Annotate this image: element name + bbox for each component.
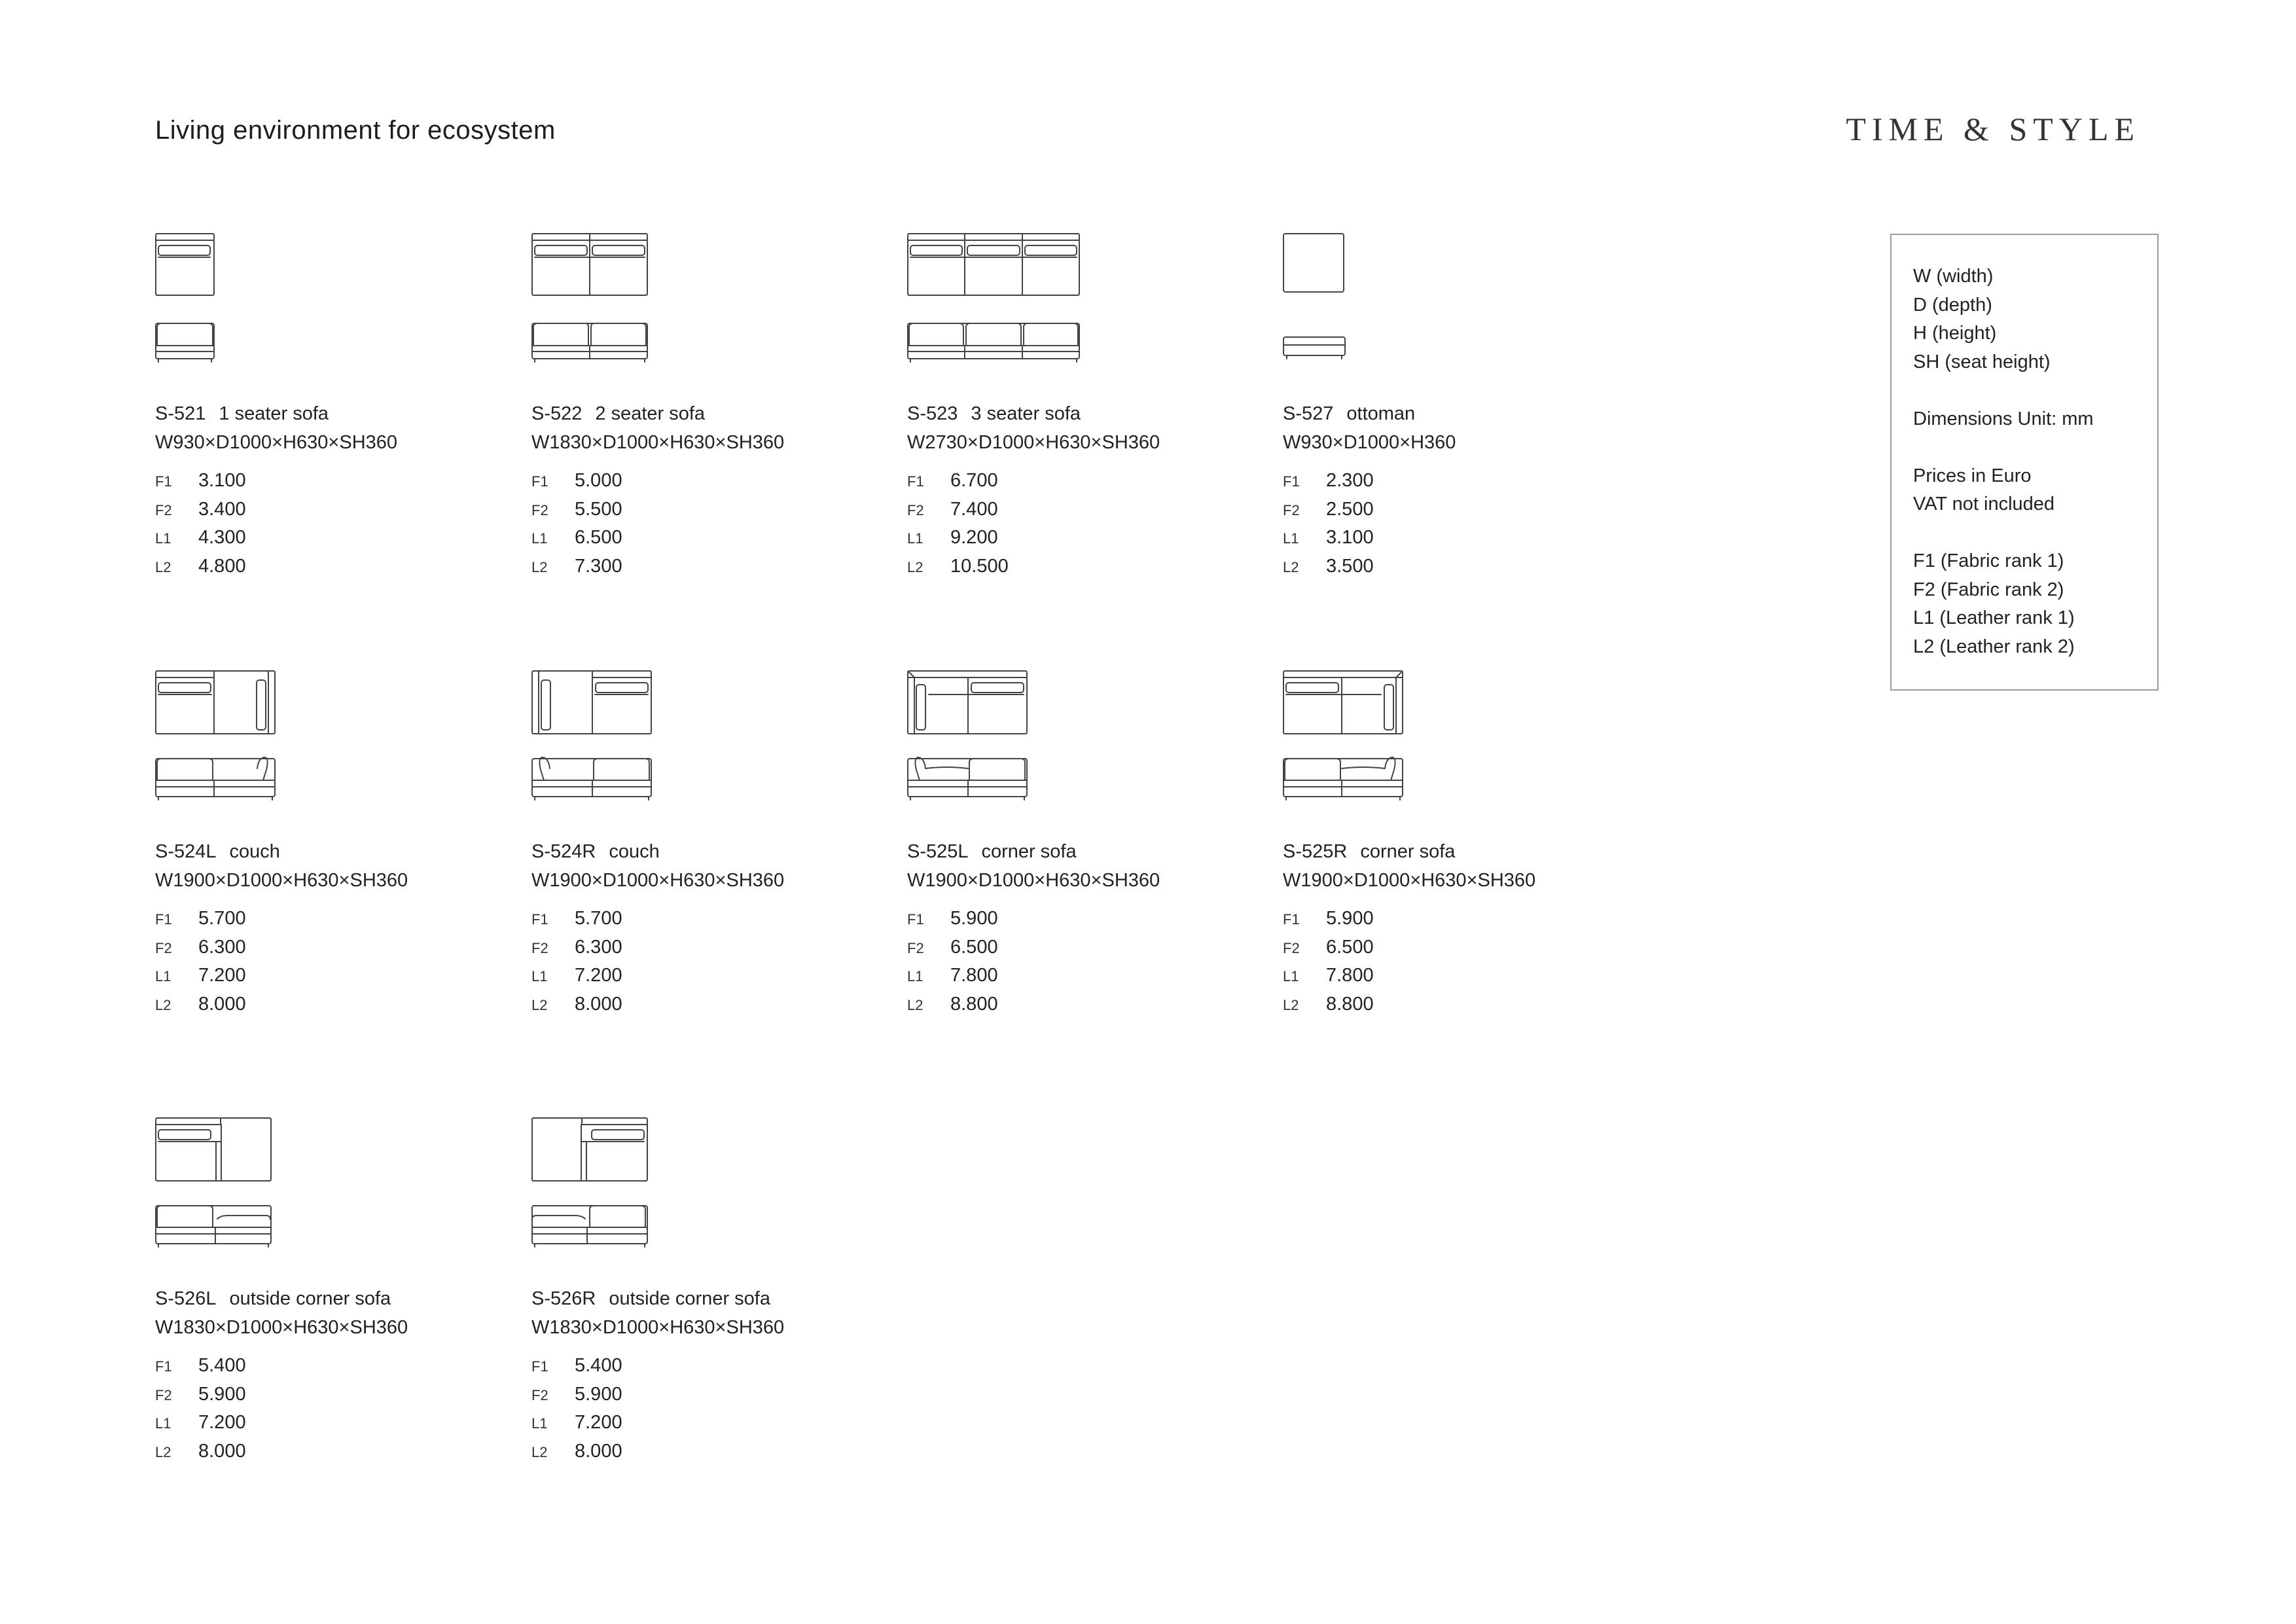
legend-spacer — [1913, 519, 2157, 548]
rank-label: L2 — [155, 1443, 171, 1460]
rank-label: F2 — [1283, 501, 1300, 518]
product-drawing — [531, 1117, 898, 1284]
price-value: 8.800 — [950, 993, 998, 1015]
product-drawing — [155, 1117, 522, 1284]
rank-label: L2 — [155, 996, 171, 1013]
price-row — [1283, 499, 1649, 528]
price-value: 5.000 — [575, 470, 622, 491]
price-value: 8.000 — [575, 1440, 622, 1462]
legend-line: L2 (Leather rank 2) — [1913, 636, 2075, 657]
price-row — [155, 937, 522, 965]
price-value: 5.700 — [198, 908, 246, 929]
price-value: 5.900 — [1326, 908, 1374, 929]
product-code: S-525R — [1283, 841, 1348, 862]
product-drawing — [155, 670, 522, 837]
price-row — [1283, 556, 1649, 585]
rank-label: F2 — [155, 939, 172, 956]
price-value: 5.400 — [575, 1355, 622, 1376]
price-list — [907, 470, 1274, 584]
product-name: couch — [609, 841, 660, 862]
rank-label: L1 — [155, 530, 171, 547]
product-dimensions: W930×D1000×H360 — [1283, 432, 1456, 453]
price-row — [531, 527, 898, 556]
product-drawing — [155, 232, 522, 399]
product-s522 — [531, 232, 898, 584]
price-value: 7.200 — [575, 965, 622, 986]
3-seater-sofa-drawing — [907, 232, 1090, 363]
price-value: 4.300 — [198, 527, 246, 548]
price-row — [531, 937, 898, 965]
product-code: S-527 — [1283, 403, 1334, 424]
price-row — [907, 965, 1274, 994]
price-row — [1283, 908, 1649, 937]
legend-line: L1 (Leather rank 1) — [1913, 607, 2075, 628]
price-value: 4.800 — [198, 555, 246, 577]
corner-sofa-right-drawing — [1283, 670, 1414, 801]
rank-label: F1 — [531, 1358, 548, 1375]
price-row — [155, 499, 522, 528]
rank-label: L1 — [907, 968, 924, 984]
rank-label: L2 — [907, 558, 924, 575]
price-value: 8.000 — [198, 1440, 246, 1462]
rank-label: L2 — [1283, 996, 1299, 1013]
legend-line: F2 (Fabric rank 2) — [1913, 579, 2064, 600]
price-row — [907, 527, 1274, 556]
page-title: Living environment for ecosystem — [155, 116, 556, 145]
1-seater-sofa-drawing — [155, 232, 221, 363]
ottoman-drawing — [1283, 232, 1348, 363]
legend-box — [1890, 234, 2159, 691]
product-name: corner sofa — [1360, 841, 1456, 862]
legend-line: F1 (Fabric rank 1) — [1913, 550, 2064, 571]
rank-label: F1 — [907, 911, 924, 928]
2-seater-sofa-drawing — [531, 232, 656, 363]
rank-label: F2 — [531, 1386, 548, 1403]
price-row — [1283, 470, 1649, 499]
product-dimensions: W1900×D1000×H630×SH360 — [907, 870, 1160, 891]
product-dimensions: W930×D1000×H630×SH360 — [155, 432, 398, 453]
price-row — [531, 965, 898, 994]
price-value: 6.500 — [1326, 936, 1374, 958]
price-list — [531, 908, 898, 1022]
price-value: 7.400 — [950, 498, 998, 520]
rank-label: L1 — [1283, 968, 1299, 984]
price-row — [155, 965, 522, 994]
rank-label: F2 — [155, 501, 172, 518]
price-row — [1283, 994, 1649, 1022]
price-value: 7.800 — [950, 965, 998, 986]
legend-line: Dimensions Unit: mm — [1913, 408, 2094, 429]
price-value: 3.500 — [1326, 555, 1374, 577]
product-name: ottoman — [1346, 403, 1416, 424]
price-value: 9.200 — [950, 527, 998, 548]
product-name: outside corner sofa — [229, 1288, 391, 1309]
price-row — [907, 994, 1274, 1022]
price-row — [907, 499, 1274, 528]
price-value: 5.500 — [575, 498, 622, 520]
product-dimensions: W1900×D1000×H630×SH360 — [531, 870, 785, 891]
price-row — [155, 994, 522, 1022]
price-list — [155, 908, 522, 1022]
rank-label: L1 — [155, 968, 171, 984]
legend-spacer — [1913, 433, 2157, 462]
price-value: 5.700 — [575, 908, 622, 929]
product-drawing — [531, 232, 898, 399]
price-value: 2.500 — [1326, 498, 1374, 520]
rank-label: F2 — [1283, 939, 1300, 956]
price-row — [155, 470, 522, 499]
product-name: corner sofa — [981, 841, 1077, 862]
price-value: 3.100 — [1326, 527, 1374, 548]
price-row — [531, 1412, 898, 1441]
price-list — [1283, 470, 1649, 584]
product-code: S-522 — [531, 403, 583, 424]
product-s526l — [155, 1117, 522, 1469]
rank-label: L2 — [531, 996, 548, 1013]
price-row — [155, 1355, 522, 1384]
price-row — [531, 499, 898, 528]
product-code: S-521 — [155, 403, 206, 424]
rank-label: F1 — [1283, 473, 1300, 490]
price-value: 7.800 — [1326, 965, 1374, 986]
rank-label: F1 — [907, 473, 924, 490]
product-dimensions: W1830×D1000×H630×SH360 — [155, 1317, 408, 1338]
legend-line: SH (seat height) — [1913, 351, 2051, 372]
price-list — [531, 1355, 898, 1469]
price-value: 6.300 — [575, 936, 622, 958]
product-code: S-524L — [155, 841, 217, 862]
product-drawing — [531, 670, 898, 837]
rank-label: L2 — [531, 558, 548, 575]
price-value: 8.800 — [1326, 993, 1374, 1015]
legend-line: VAT not included — [1913, 494, 2055, 514]
corner-sofa-left-drawing — [907, 670, 1038, 801]
brand-logo: TIME & STYLE — [1846, 111, 2140, 147]
rank-label: L1 — [1283, 530, 1299, 547]
product-s525r — [1283, 670, 1649, 1022]
price-value: 5.900 — [575, 1383, 622, 1405]
product-s526r — [531, 1117, 898, 1469]
rank-label: F2 — [907, 939, 924, 956]
price-value: 7.300 — [575, 555, 622, 577]
product-name: 3 seater sofa — [971, 403, 1081, 424]
product-s521 — [155, 232, 522, 584]
rank-label: L2 — [155, 558, 171, 575]
product-dimensions: W1900×D1000×H630×SH360 — [155, 870, 408, 891]
product-s527 — [1283, 232, 1649, 584]
price-row — [907, 937, 1274, 965]
rank-label: L2 — [1283, 558, 1299, 575]
product-dimensions: W1830×D1000×H630×SH360 — [531, 1317, 785, 1338]
price-row — [907, 556, 1274, 585]
product-s523 — [907, 232, 1274, 584]
price-value: 7.200 — [198, 1412, 246, 1433]
legend-line: H (height) — [1913, 323, 1997, 344]
product-s525l — [907, 670, 1274, 1022]
rank-label: F1 — [531, 911, 548, 928]
price-row — [531, 908, 898, 937]
price-value: 5.900 — [198, 1383, 246, 1405]
product-drawing — [907, 670, 1274, 837]
price-row — [155, 527, 522, 556]
rank-label: F1 — [155, 911, 172, 928]
price-row — [531, 556, 898, 585]
price-value: 6.700 — [950, 470, 998, 491]
rank-label: F1 — [155, 473, 172, 490]
price-row — [907, 470, 1274, 499]
price-row — [907, 908, 1274, 937]
price-row — [1283, 527, 1649, 556]
product-s524r — [531, 670, 898, 1022]
rank-label: L1 — [907, 530, 924, 547]
legend-line: W (width) — [1913, 266, 1994, 287]
price-value: 3.100 — [198, 470, 246, 491]
price-row — [155, 908, 522, 937]
price-list — [155, 1355, 522, 1469]
price-row — [531, 1355, 898, 1384]
price-value: 7.200 — [198, 965, 246, 986]
outside-corner-sofa-right-drawing — [531, 1117, 656, 1248]
product-dimensions: W2730×D1000×H630×SH360 — [907, 432, 1160, 453]
price-value: 5.900 — [950, 908, 998, 929]
price-value: 2.300 — [1326, 470, 1374, 491]
rank-label: F1 — [155, 1358, 172, 1375]
price-value: 8.000 — [575, 993, 622, 1015]
price-row — [531, 470, 898, 499]
product-code: S-523 — [907, 403, 958, 424]
product-code: S-525L — [907, 841, 969, 862]
product-drawing — [907, 232, 1274, 399]
price-row — [531, 1441, 898, 1470]
price-row — [155, 1384, 522, 1413]
rank-label: F1 — [1283, 911, 1300, 928]
rank-label: L1 — [531, 1415, 548, 1432]
price-value: 8.000 — [198, 993, 246, 1015]
product-s524l — [155, 670, 522, 1022]
product-dimensions: W1900×D1000×H630×SH360 — [1283, 870, 1536, 891]
product-name: outside corner sofa — [609, 1288, 770, 1309]
price-value: 6.300 — [198, 936, 246, 958]
rank-label: L2 — [907, 996, 924, 1013]
product-code: S-526R — [531, 1288, 596, 1309]
legend-spacer — [1913, 376, 2157, 405]
product-name: 1 seater sofa — [219, 403, 329, 424]
price-row — [155, 1412, 522, 1441]
rank-label: L1 — [155, 1415, 171, 1432]
price-value: 7.200 — [575, 1412, 622, 1433]
rank-label: F2 — [907, 501, 924, 518]
rank-label: F2 — [531, 939, 548, 956]
couch-right-drawing — [531, 670, 662, 801]
price-row — [155, 1441, 522, 1470]
product-name: 2 seater sofa — [595, 403, 706, 424]
rank-label: L1 — [531, 530, 548, 547]
product-code: S-526L — [155, 1288, 217, 1309]
price-list — [155, 470, 522, 584]
product-dimensions: W1830×D1000×H630×SH360 — [531, 432, 785, 453]
product-drawing — [1283, 232, 1649, 399]
couch-left-drawing — [155, 670, 286, 801]
rank-label: L2 — [531, 1443, 548, 1460]
price-row — [1283, 937, 1649, 965]
price-row — [155, 556, 522, 585]
price-list — [531, 470, 898, 584]
outside-corner-sofa-left-drawing — [155, 1117, 279, 1248]
price-list — [1283, 908, 1649, 1022]
product-drawing — [1283, 670, 1649, 837]
price-value: 3.400 — [198, 498, 246, 520]
legend-line: Prices in Euro — [1913, 465, 2032, 486]
price-list — [907, 908, 1274, 1022]
product-code: S-524R — [531, 841, 596, 862]
product-name: couch — [229, 841, 280, 862]
price-value: 6.500 — [575, 527, 622, 548]
rank-label: F2 — [531, 501, 548, 518]
rank-label: L1 — [531, 968, 548, 984]
price-row — [531, 994, 898, 1022]
rank-label: F2 — [155, 1386, 172, 1403]
rank-label: F1 — [531, 473, 548, 490]
price-row — [531, 1384, 898, 1413]
price-row — [1283, 965, 1649, 994]
legend-line: D (depth) — [1913, 294, 1992, 316]
price-value: 6.500 — [950, 936, 998, 958]
price-value: 5.400 — [198, 1355, 246, 1376]
price-value: 10.500 — [950, 555, 1009, 577]
